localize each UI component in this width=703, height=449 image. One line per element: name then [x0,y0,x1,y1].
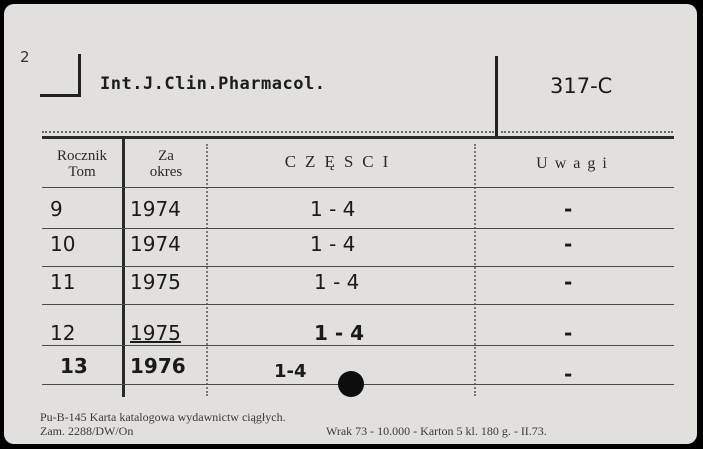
row-uwagi: - [564,321,573,345]
title-underline [42,131,494,133]
row-okres: 1974 [130,232,181,256]
column-divider-okres [206,144,208,396]
row-okres: 1976 [130,354,186,378]
row-rule [42,228,674,229]
row-okres: 1974 [130,197,181,221]
row-czesci: 1 - 4 [314,321,365,345]
column-divider-czesci [474,144,476,396]
footer-print-line: Wrak 73 - 10.000 - Karton 5 kl. 180 g. - II.73. [326,424,547,438]
row-okres: 1975 [130,270,181,294]
row-czesci: 1 - 4 [310,232,356,256]
header-rocznik-line1: Rocznik [57,148,107,164]
header-rocznik [42,148,122,180]
row-czesci: 1 - 4 [310,197,356,221]
corner-bracket [40,54,81,97]
row-uwagi: - [564,232,573,256]
call-number-underline [501,131,673,133]
header-rule [42,136,674,139]
footer-form-line: Pu-B-145 Karta katalogowa wydawnictw ciągłych. [40,410,286,424]
row-okres: 1975 [130,321,181,345]
row-rule [42,187,674,188]
row-tom: 12 [50,321,76,345]
journal-title: Int.J.Clin.Pharmacol. [100,74,326,94]
row-czesci: 1 - 4 [314,270,360,294]
header-rocznik-line2: Tom [68,164,96,180]
header-czesci: CZĘSCI [284,152,398,171]
footer-order-line: Zam. 2288/DW/On [40,424,134,438]
column-divider-tom [122,139,125,397]
call-number: 317-C [550,74,613,98]
row-tom: 13 [60,354,88,378]
row-rule [42,345,674,346]
header-okres [126,148,206,180]
row-uwagi: - [564,270,573,294]
row-rule [42,304,674,305]
row-uwagi: - [564,362,573,386]
row-tom: 10 [50,232,76,256]
header-okres-line2: okres [149,164,183,180]
corner-mark: 2 [20,48,30,66]
catalog-card [4,4,697,444]
row-tom: 11 [50,270,76,294]
title-divider [495,56,498,138]
row-tom: 9 [50,197,63,221]
row-uwagi: - [564,197,573,221]
header-okres-line1: Za [158,148,174,164]
ink-blot [338,371,364,397]
row-rule [42,266,674,267]
row-czesci: 1-4 [274,361,307,382]
header-uwagi: Uwagi [536,155,614,172]
